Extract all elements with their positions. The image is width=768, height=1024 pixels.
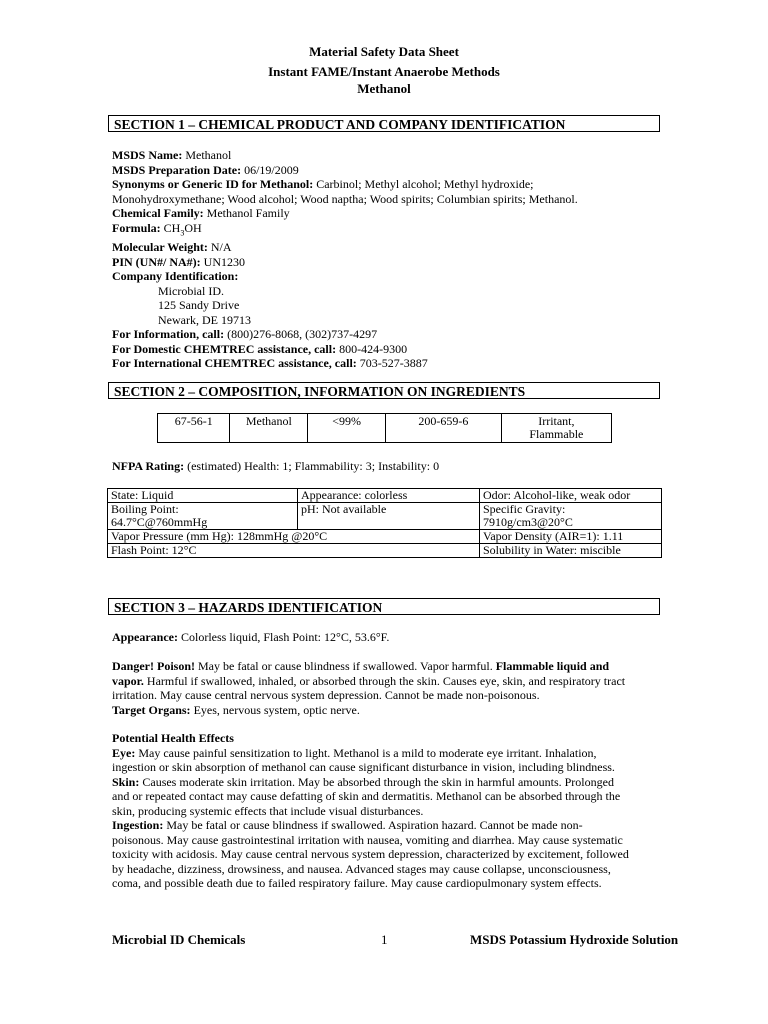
footer-left: Microbial ID Chemicals — [112, 932, 246, 947]
pin-row — [112, 255, 660, 270]
family-value: Methanol Family — [203, 206, 290, 220]
ingestion-line-4: by headache, dizziness, drowsiness, and nausea. Advanced stages may cause collapse, unconsciousness, — [112, 861, 611, 876]
hazard-cell — [501, 414, 611, 443]
percent-cell: <99% — [308, 414, 386, 443]
boiling-value: 64.7°C@760mmHg — [111, 515, 208, 529]
prep-date-label: MSDS Preparation Date: — [112, 162, 242, 177]
solubility-cell: Solubility in Water: miscible — [480, 544, 662, 558]
msds-name-value: Methanol — [182, 148, 232, 162]
target-value: Eyes, nervous system, optic nerve. — [190, 702, 360, 717]
company-city: Newark, DE 19713 — [158, 312, 251, 327]
ingestion-line-5: coma, and possible death due to failed respiratory failure. May cause cardiopulmonary system effects. — [112, 876, 602, 890]
table-row — [108, 489, 662, 503]
synonyms-label: Synonyms or Generic ID for Methanol: — [112, 177, 314, 191]
doc-subtitle: Instant FAME/Instant Anaerobe Methods — [268, 64, 500, 79]
danger-line-3: irritation. May cause central nervous system depression. Cannot be made non-poisonous. — [112, 688, 540, 702]
intl-row — [112, 356, 660, 371]
ingestion-line-2: poisonous. May cause gastrointestinal irritation with nausea, vomiting and diarrhea. May cause systematic — [112, 832, 623, 847]
section1-body — [112, 148, 660, 371]
danger-line-2 — [112, 674, 660, 689]
hazard-line-1: Irritant, — [538, 414, 575, 428]
section2-heading: SECTION 2 – COMPOSITION, INFORMATION ON INGREDIENTS — [108, 382, 660, 399]
prep-date-row — [112, 163, 660, 178]
nfpa-label: NFPA Rating: — [112, 459, 185, 473]
eye-line-2: ingestion or skin absorption of methanol can cause significant disturbance in vision, including blindness. — [112, 760, 615, 774]
formula-label: Formula: — [112, 220, 161, 235]
flash-point-cell: Flash Point: 12°C — [108, 544, 480, 558]
msds-name-row — [112, 148, 660, 163]
table-row — [108, 503, 662, 530]
domestic-label: For Domestic CHEMTREC assistance, call: — [112, 341, 337, 356]
nfpa-row — [112, 459, 660, 474]
ingestion-text-1: May be fatal or cause blindness if swallowed. Aspiration hazard. Cannot be made non- — [163, 818, 583, 832]
table-row — [108, 530, 662, 544]
boiling-cell — [108, 503, 298, 530]
hazard-line-2: Flammable — [529, 427, 584, 441]
skin-label: Skin: — [112, 774, 140, 789]
formula-post: OH — [184, 220, 202, 235]
boiling-label: Boiling Point: — [111, 502, 179, 516]
odor-cell: Odor: Alcohol-like, weak odor — [480, 489, 662, 503]
ingestion-line-1 — [112, 818, 660, 833]
info-label: For Information, call: — [112, 327, 225, 342]
skin-line-1 — [112, 775, 660, 790]
cas-cell: 67-56-1 — [158, 414, 230, 443]
appearance-row — [112, 630, 660, 645]
gravity-cell — [480, 503, 662, 530]
health-effects-block — [112, 731, 660, 891]
target-row — [112, 703, 660, 718]
synonyms-row-cont: Monohydroxymethane; Wood alcohol; Wood naptha; Wood spirits; Columbian spirits; Methanol. — [112, 191, 578, 206]
doc-product: Methanol — [357, 81, 411, 96]
formula-row — [112, 221, 660, 241]
danger-block — [112, 659, 660, 717]
appearance-cell: Appearance: colorless — [298, 489, 480, 503]
danger-line-1 — [112, 659, 660, 674]
prep-date-value: 06/19/2009 — [241, 162, 299, 177]
mw-label: Molecular Weight: — [112, 240, 208, 255]
danger-text-2: Harmful if swallowed, inhaled, or absorbed through the skin. Causes eye, skin, and respiratory tract — [143, 673, 626, 688]
skin-line-3: skin, producing systemic effects that include visual disturbances. — [112, 803, 424, 818]
family-row — [112, 206, 660, 221]
pin-value: UN1230 — [200, 254, 245, 269]
mw-value: N/A — [207, 240, 232, 255]
einecs-cell: 200-659-6 — [386, 414, 502, 443]
domestic-value: 800-424-9300 — [336, 341, 408, 356]
state-cell: State: Liquid — [108, 489, 298, 503]
gravity-value: 7910g/cm3@20°C — [483, 515, 573, 529]
mw-row — [112, 240, 660, 255]
skin-line-2: and or repeated contact may cause defatting of skin and dermatitis. Methanol can be absorbed through the — [112, 789, 621, 803]
formula-pre: CH — [160, 220, 181, 235]
ingredient-cell: Methanol — [230, 414, 308, 443]
intl-value: 703-527-3887 — [356, 356, 428, 371]
table-row — [108, 544, 662, 558]
appearance-value: Colorless liquid, Flash Point: 12°C, 53.6°F. — [178, 630, 390, 644]
company-label: Company Identification: — [112, 269, 239, 284]
eye-label: Eye: — [112, 745, 136, 760]
family-label: Chemical Family: — [112, 206, 204, 220]
skin-text-1: Causes moderate skin irritation. May be absorbed through the skin in harmful amounts. Prolonged — [139, 774, 614, 789]
vapor-label: vapor. — [112, 673, 144, 688]
phe-heading: Potential Health Effects — [112, 731, 234, 745]
pin-label: PIN (UN#/ NA#): — [112, 254, 201, 269]
doc-title: Material Safety Data Sheet — [309, 44, 459, 59]
danger-label: Danger! Poison! — [112, 659, 195, 673]
info-row — [112, 327, 660, 342]
properties-table — [107, 488, 662, 558]
vapor-density-cell: Vapor Density (AIR=1): 1.11 — [480, 530, 662, 544]
appearance-label: Appearance: — [112, 630, 178, 644]
section1-heading: SECTION 1 – CHEMICAL PRODUCT AND COMPANY IDENTIFICATION — [108, 115, 660, 132]
nfpa-value: (estimated) Health: 1; Flammability: 3; Instability: 0 — [184, 459, 440, 473]
table-row — [158, 414, 612, 443]
info-value: (800)276-8068, (302)737-4297 — [224, 327, 378, 342]
eye-text-1: May cause painful sensitization to light. Methanol is a mild to moderate eye irritant. Inhalation, — [135, 745, 597, 760]
msds-name-label: MSDS Name: — [112, 148, 183, 162]
gravity-label: Specific Gravity: — [483, 502, 566, 516]
vapor-pressure-cell: Vapor Pressure (mm Hg): 128mmHg @20°C — [108, 530, 480, 544]
synonyms-value: Carbinol; Methyl alcohol; Methyl hydroxide; — [313, 177, 534, 191]
composition-table — [157, 413, 612, 443]
flammable-label: Flammable liquid and — [495, 659, 610, 673]
ingestion-line-3: toxicity with acidosis. May cause central nervous system depression, characterized by excitement, followed — [112, 847, 629, 861]
page-number: 1 — [381, 932, 388, 947]
company-name: Microbial ID. — [158, 283, 224, 298]
target-label: Target Organs: — [112, 702, 191, 717]
ph-cell: pH: Not available — [298, 503, 480, 530]
danger-text-1: May be fatal or cause blindness if swallowed. Vapor harmful. — [195, 659, 496, 673]
synonyms-row — [112, 177, 660, 192]
intl-label: For International CHEMTREC assistance, call: — [112, 356, 357, 371]
footer-right: MSDS Potassium Hydroxide Solution — [470, 932, 679, 947]
eye-line-1 — [112, 746, 660, 761]
formula-sub: 3 — [180, 227, 185, 237]
domestic-row — [112, 342, 660, 357]
company-street: 125 Sandy Drive — [158, 298, 240, 313]
section3-heading: SECTION 3 – HAZARDS IDENTIFICATION — [108, 598, 660, 615]
ingestion-label: Ingestion: — [112, 818, 164, 832]
